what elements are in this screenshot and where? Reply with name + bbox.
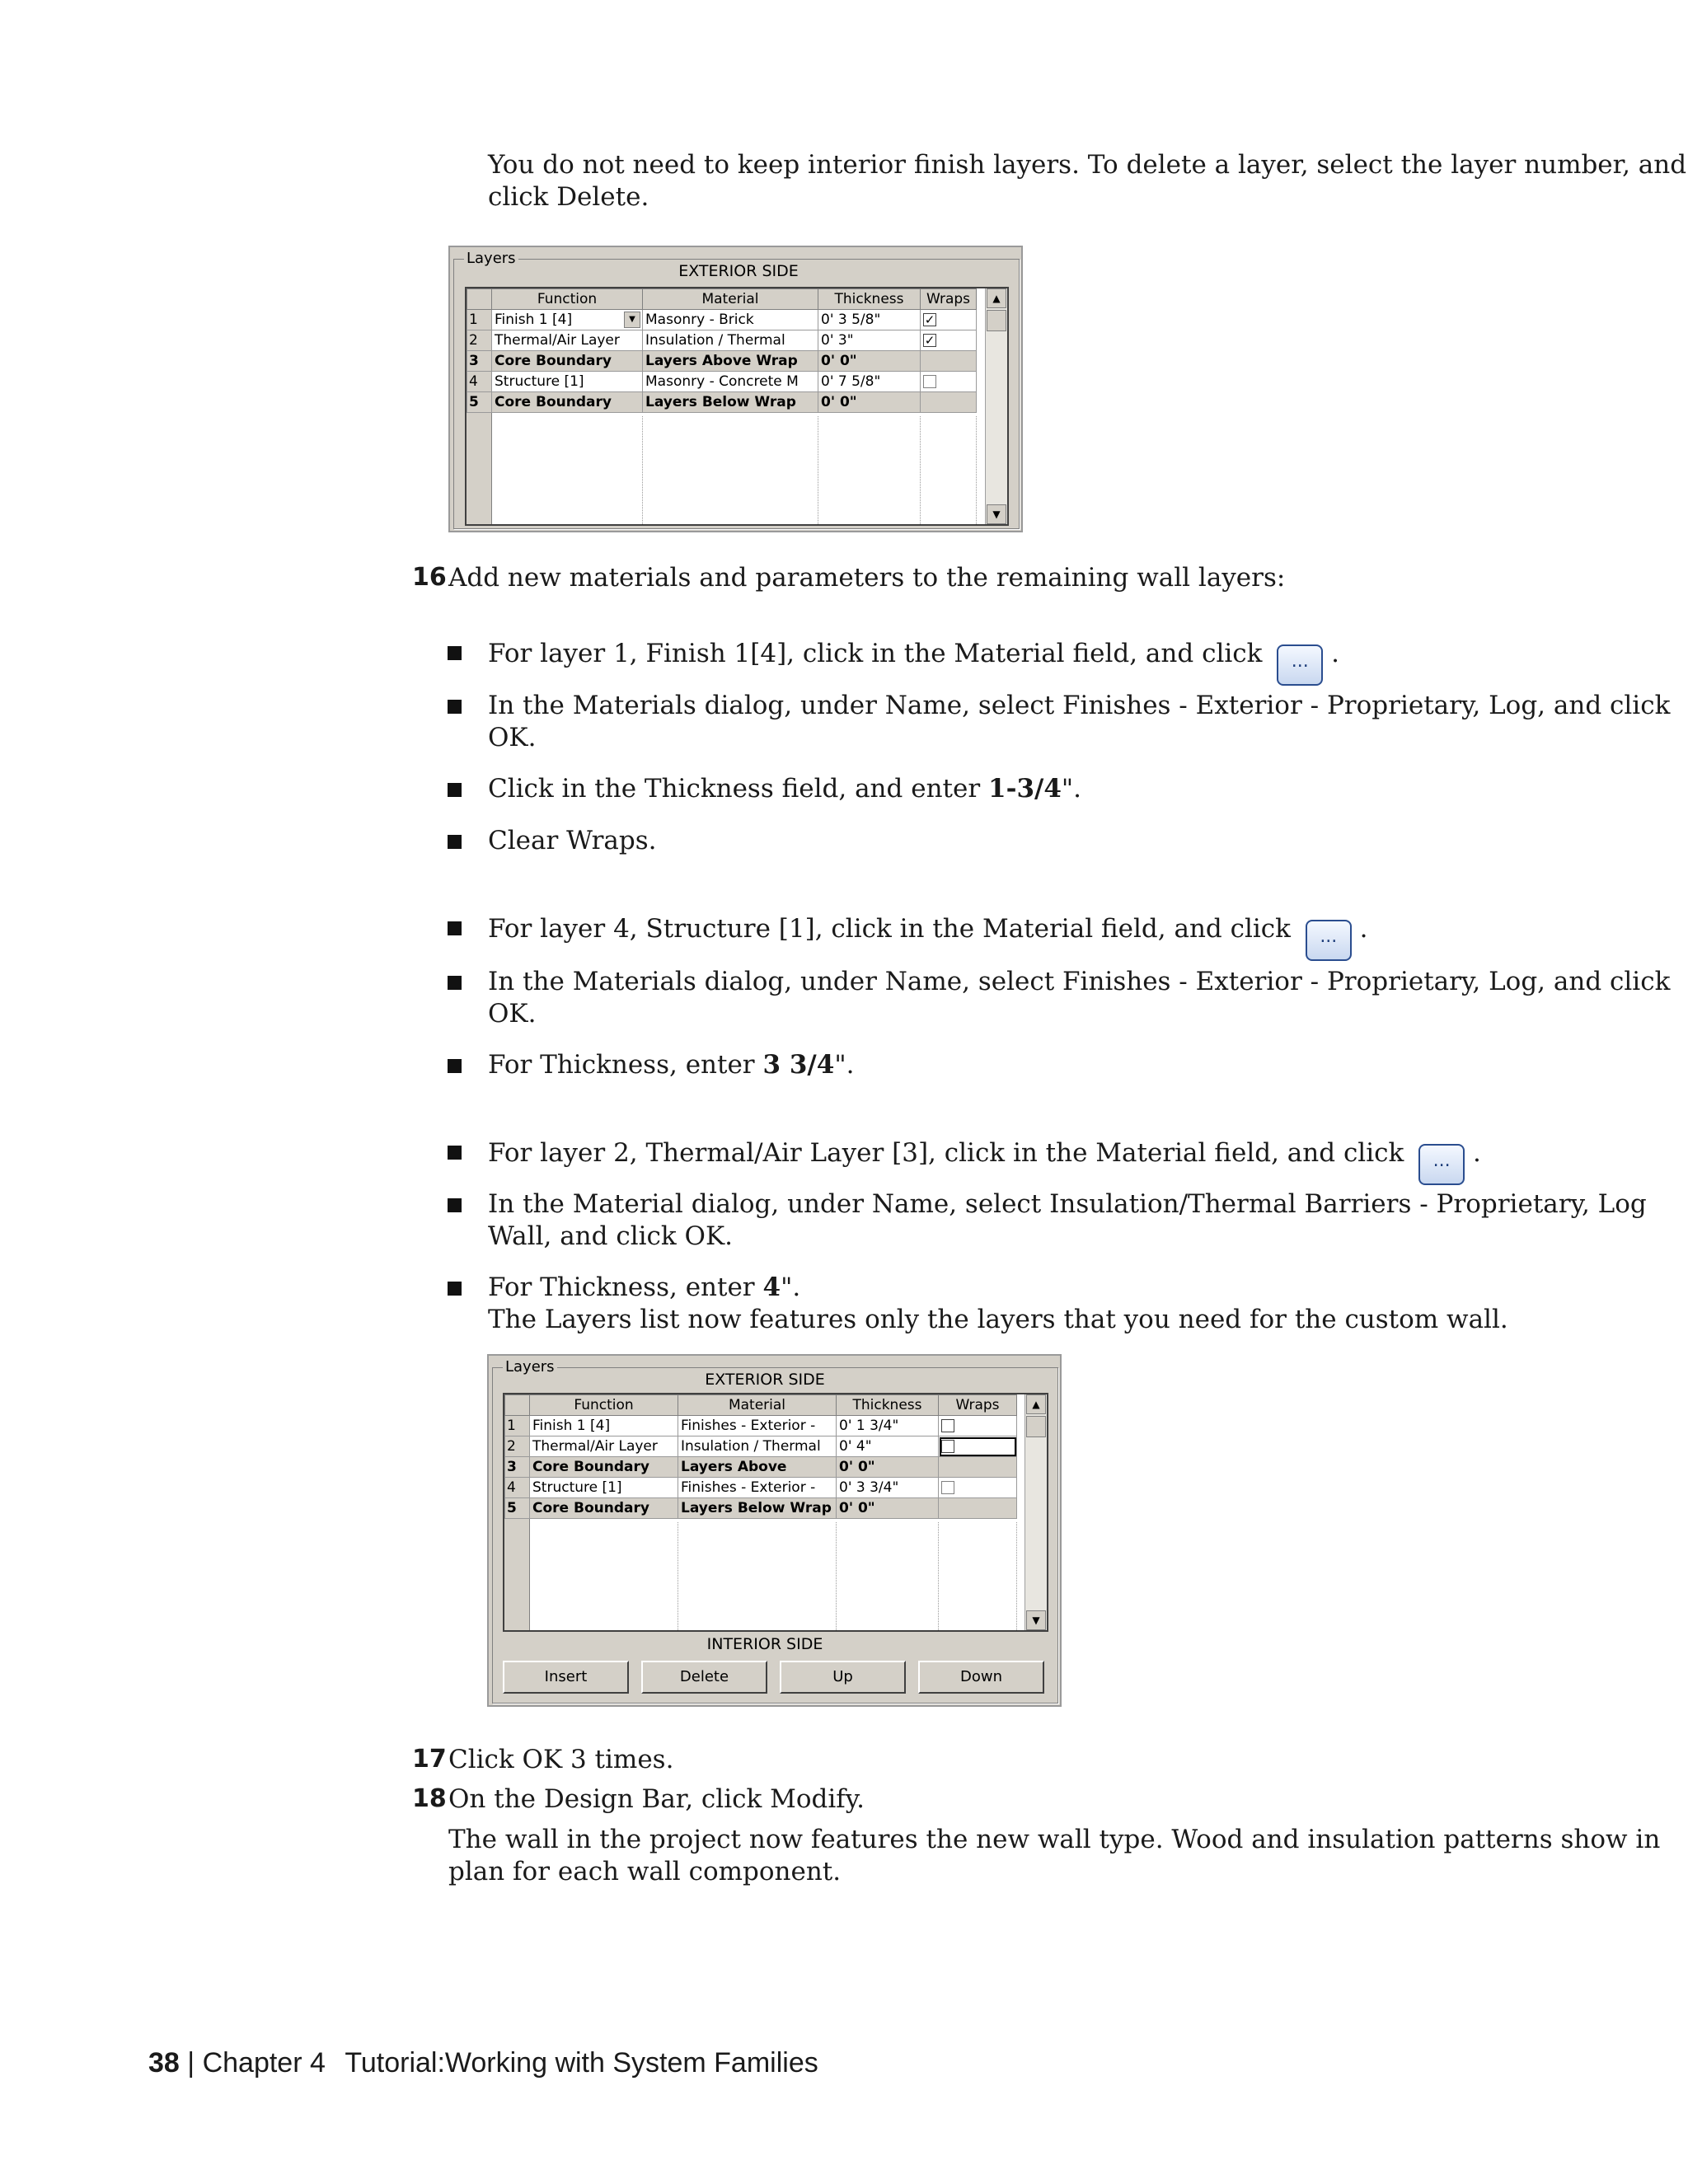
step-number: 17	[412, 1745, 447, 1774]
row-number[interactable]: 5	[505, 1498, 530, 1519]
grid-scrollbar[interactable]	[985, 288, 1007, 524]
row-number[interactable]: 5	[467, 392, 492, 413]
thickness-cell[interactable]: 0' 0"	[818, 351, 921, 372]
grid-scrollbar[interactable]	[1025, 1394, 1047, 1630]
period: .	[1473, 1138, 1481, 1168]
bullet-icon	[448, 1198, 462, 1212]
bullet-text: Click in the Thickness field, and enter 1-3/4".	[488, 774, 1082, 804]
layer-row[interactable]	[505, 1478, 1017, 1498]
function-cell[interactable]: Thermal/Air Layer	[492, 330, 643, 351]
layer-row[interactable]	[505, 1498, 1017, 1519]
col-header-thickness[interactable]: Thickness	[818, 289, 921, 310]
step-number: 18	[412, 1784, 447, 1813]
wraps-cell	[939, 1457, 1017, 1478]
page-footer	[148, 2047, 818, 2079]
bullet-icon	[448, 1282, 462, 1296]
bullet-icon	[448, 976, 462, 990]
function-cell[interactable]: Structure [1]	[492, 372, 643, 392]
page-number: 38	[148, 2047, 180, 2079]
scroll-down-icon[interactable]: ▼	[1026, 1610, 1046, 1630]
footer-separator: |	[187, 2047, 195, 2079]
intro-line-2: click Delete.	[488, 182, 649, 212]
layers-group-label: Layers	[464, 250, 518, 267]
wraps-cell[interactable]	[939, 1416, 1017, 1436]
col-header-material[interactable]: Material	[643, 289, 818, 310]
material-cell[interactable]: Masonry - Concrete M	[643, 372, 818, 392]
bullet-text-cont: OK.	[488, 999, 537, 1029]
material-cell[interactable]: Layers Above	[678, 1457, 837, 1478]
bullet-text-cont: OK.	[488, 723, 537, 752]
bullet-icon	[448, 646, 462, 660]
up-button[interactable]: Up	[780, 1661, 906, 1694]
exterior-side-label: EXTERIOR SIDE	[678, 262, 799, 280]
material-cell[interactable]: Insulation / Thermal	[678, 1436, 837, 1457]
browse-material-button[interactable]: ...	[1277, 644, 1323, 686]
result-paragraph-line-2: plan for each wall component.	[448, 1857, 842, 1886]
wraps-checkbox[interactable]	[941, 1419, 954, 1432]
material-cell[interactable]: Finishes - Exterior -	[678, 1416, 837, 1436]
wraps-checkbox[interactable]	[923, 375, 936, 388]
layers-group-label: Layers	[503, 1358, 557, 1376]
layer-row[interactable]	[467, 392, 977, 413]
step-text: On the Design Bar, click Modify.	[448, 1784, 865, 1814]
wraps-checkbox[interactable]	[941, 1481, 954, 1494]
wraps-checkbox[interactable]: ✓	[924, 333, 935, 348]
layers-grid[interactable]	[503, 1393, 1048, 1632]
interior-side-label: INTERIOR SIDE	[706, 1635, 823, 1653]
step-text: Add new materials and parameters to the remaining wall layers:	[448, 563, 1286, 593]
bullet-text: For layer 2, Thermal/Air Layer [3], click in the Material field, and click ... .	[488, 1137, 1481, 1185]
function-cell[interactable]: Structure [1]	[530, 1478, 678, 1498]
wraps-cell[interactable]	[939, 1478, 1017, 1498]
bullet-text: In the Materials dialog, under Name, select Finishes - Exterior - Proprietary, Log, and click	[488, 691, 1671, 720]
layer-row[interactable]	[467, 330, 977, 351]
chevron-down-icon[interactable]: ▼	[624, 312, 640, 328]
bullet-text: For Thickness, enter 3 3/4".	[488, 1050, 855, 1080]
row-number[interactable]: 4	[505, 1478, 530, 1498]
layer-row[interactable]	[467, 310, 977, 330]
scroll-thumb[interactable]	[1026, 1416, 1046, 1437]
wraps-cell[interactable]	[921, 310, 977, 330]
corner-cell	[467, 289, 492, 310]
row-number[interactable]: 4	[467, 372, 492, 392]
scroll-down-icon[interactable]: ▼	[987, 504, 1006, 524]
delete-button[interactable]: Delete	[641, 1661, 767, 1694]
wraps-checkbox[interactable]: ✓	[924, 312, 935, 327]
browse-material-button[interactable]: ...	[1306, 920, 1352, 961]
bullet-icon	[448, 835, 462, 849]
thickness-cell[interactable]: 0' 3 5/8"	[818, 310, 921, 330]
material-cell[interactable]: Layers Above Wrap	[643, 351, 818, 372]
layers-grid[interactable]	[465, 287, 1009, 526]
function-cell[interactable]: Core Boundary	[492, 392, 643, 413]
function-cell[interactable]: Core Boundary	[530, 1457, 678, 1478]
wraps-cell[interactable]	[921, 330, 977, 351]
col-header-wraps[interactable]: Wraps	[921, 289, 977, 310]
thickness-cell[interactable]: 0' 0"	[837, 1457, 939, 1478]
row-number[interactable]: 2	[467, 330, 492, 351]
col-header-thickness[interactable]: Thickness	[837, 1395, 939, 1416]
step-text: Click OK 3 times.	[448, 1745, 674, 1774]
col-header-material[interactable]: Material	[678, 1395, 837, 1416]
layers-dialog-after	[487, 1354, 1062, 1707]
row-number[interactable]: 2	[505, 1436, 530, 1457]
material-cell[interactable]: Insulation / Thermal	[643, 330, 818, 351]
thickness-cell[interactable]: 0' 4"	[837, 1436, 939, 1457]
layer-row[interactable]	[467, 372, 977, 392]
material-cell[interactable]: Layers Below Wrap	[678, 1498, 837, 1519]
bullet-icon	[448, 1059, 462, 1073]
wraps-cell	[921, 392, 977, 413]
chapter-label: Chapter 4	[202, 2047, 326, 2079]
after-bullets-text: The Layers list now features only the layers that you need for the custom wall.	[488, 1305, 1508, 1334]
chapter-title: Tutorial:Working with System Families	[345, 2047, 818, 2079]
scroll-thumb[interactable]	[987, 310, 1006, 331]
thickness-cell[interactable]: 0' 3 3/4"	[837, 1478, 939, 1498]
layer-row[interactable]	[505, 1436, 1017, 1457]
function-cell[interactable]: Finish 1 [4] ▼	[492, 310, 643, 330]
wraps-checkbox[interactable]	[941, 1440, 954, 1453]
corner-cell	[505, 1395, 530, 1416]
thickness-cell[interactable]: 0' 3"	[818, 330, 921, 351]
bullet-text: For layer 1, Finish 1[4], click in the Material field, and click ... .	[488, 638, 1339, 686]
result-paragraph-line-1: The wall in the project now features the new wall type. Wood and insulation patterns show in	[448, 1825, 1661, 1854]
bullet-icon	[448, 783, 462, 797]
wraps-cell[interactable]	[939, 1436, 1017, 1457]
wraps-cell	[939, 1498, 1017, 1519]
exterior-side-label: EXTERIOR SIDE	[705, 1371, 825, 1389]
col-header-function[interactable]: Function	[492, 289, 643, 310]
function-cell[interactable]: Core Boundary	[492, 351, 643, 372]
layer-row[interactable]	[505, 1457, 1017, 1478]
period: .	[1331, 639, 1339, 668]
function-cell[interactable]: Finish 1 [4]	[530, 1416, 678, 1436]
scroll-up-icon[interactable]: ▲	[1026, 1394, 1046, 1414]
wraps-cell[interactable]	[921, 372, 977, 392]
wraps-cell	[921, 351, 977, 372]
material-cell[interactable]: Finishes - Exterior -	[678, 1478, 837, 1498]
bullet-icon	[448, 1146, 462, 1160]
step-number: 16	[412, 563, 447, 592]
thickness-cell[interactable]: 0' 7 5/8"	[818, 372, 921, 392]
bullet-icon	[448, 921, 462, 935]
thickness-cell[interactable]: 0' 0"	[837, 1498, 939, 1519]
bullet-text: In the Materials dialog, under Name, select Finishes - Exterior - Proprietary, Log, and click	[488, 967, 1671, 996]
material-cell[interactable]: Layers Below Wrap	[643, 392, 818, 413]
thickness-cell[interactable]: 0' 0"	[818, 392, 921, 413]
row-number[interactable]: 1	[467, 310, 492, 330]
bullet-text: For layer 4, Structure [1], click in the Material field, and click ... .	[488, 913, 1368, 961]
layer-row[interactable]	[505, 1416, 1017, 1436]
thickness-cell[interactable]: 0' 1 3/4"	[837, 1416, 939, 1436]
function-cell[interactable]: Core Boundary	[530, 1498, 678, 1519]
down-button[interactable]: Down	[918, 1661, 1044, 1694]
col-header-function[interactable]: Function	[530, 1395, 678, 1416]
bullet-text: In the Material dialog, under Name, select Insulation/Thermal Barriers - Proprietary, Log	[488, 1189, 1647, 1219]
function-cell[interactable]: Thermal/Air Layer	[530, 1436, 678, 1457]
scroll-up-icon[interactable]: ▲	[987, 288, 1006, 308]
col-header-wraps[interactable]: Wraps	[939, 1395, 1017, 1416]
intro-line-1: You do not need to keep interior finish layers. To delete a layer, select the layer number, and	[488, 150, 1687, 180]
row-number[interactable]: 3	[467, 351, 492, 372]
period: .	[1359, 914, 1368, 944]
material-cell[interactable]: Masonry - Brick	[643, 310, 818, 330]
row-number[interactable]: 1	[505, 1416, 530, 1436]
insert-button[interactable]: Insert	[503, 1661, 629, 1694]
bullet-icon	[448, 700, 462, 714]
row-number[interactable]: 3	[505, 1457, 530, 1478]
bullet-text: For Thickness, enter 4".	[488, 1272, 801, 1302]
bullet-text-cont: Wall, and click OK.	[488, 1221, 733, 1251]
layers-dialog-before	[448, 246, 1023, 532]
layer-row[interactable]	[467, 351, 977, 372]
bullet-text: Clear Wraps.	[488, 826, 657, 855]
browse-material-button[interactable]: ...	[1418, 1144, 1465, 1185]
